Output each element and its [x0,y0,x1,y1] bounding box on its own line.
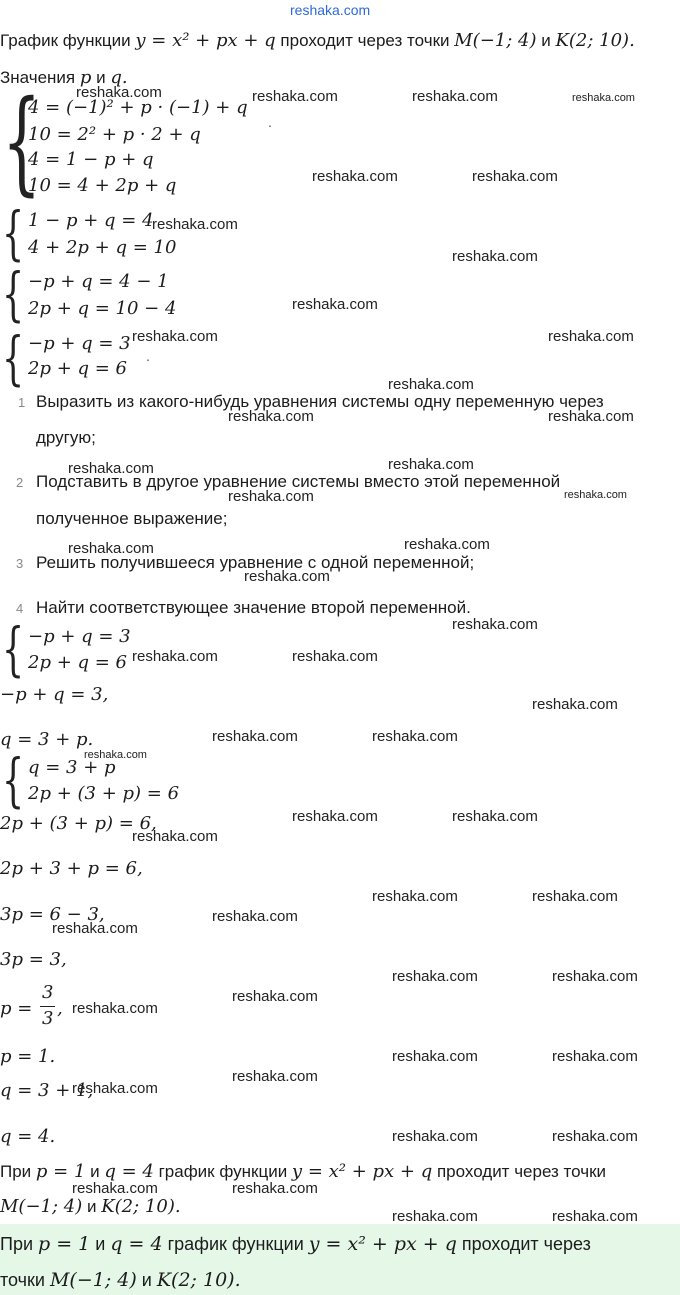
point-m: M(−1; 4) [454,30,537,51]
watermark: reshaka.com [472,168,558,185]
solution-line: 3p = 3, [0,949,67,970]
answer-text-4: точки [0,1270,50,1290]
system-7-eq-1: q = 3 + p [28,757,116,778]
watermark: reshaka.com [548,408,634,425]
var-q: q. [110,67,128,88]
watermark: reshaka.com [72,1180,158,1197]
step-number: 1 [18,395,26,410]
step-text-cont: полученное выражение; [36,509,228,528]
watermark: reshaka.com [532,696,618,713]
system-2-eq-2: 10 = 4 + 2p + q [28,175,177,196]
conclusion-func: y = x² + px + q [291,1161,433,1182]
conclusion-text-2: график функции [153,1162,292,1181]
system-6-eq-2: 2p + q = 6 [28,652,127,673]
solution-line: 2p + 3 + p = 6, [0,858,143,879]
solution-line: 3p = 6 − 3, [0,904,105,925]
system-brace: { [2,615,25,683]
watermark: reshaka.com [452,616,538,633]
watermark: reshaka.com [388,456,474,473]
watermark: reshaka.com [132,648,218,665]
system-brace: { [2,199,25,267]
answer-and: и [90,1234,111,1254]
watermark: reshaka.com [552,1208,638,1225]
var-p: p [79,67,92,88]
watermark: reshaka.com [132,328,218,345]
system-3-eq-2: 4 + 2p + q = 10 [28,237,177,258]
fraction-numerator: 3 [42,982,54,1003]
conclusion-text: При [0,1162,36,1181]
watermark: reshaka.com [132,828,218,845]
site-header-link[interactable]: reshaka.com [290,2,371,18]
watermark: reshaka.com [548,328,634,345]
watermark: reshaka.com [212,908,298,925]
step-text: Подставить в другое уравнение системы вместо этой переменной [36,472,561,491]
watermark: reshaka.com [292,296,378,313]
watermark: reshaka.com [84,749,147,761]
conclusion-text-3: проходит через точки [432,1162,607,1181]
function-formula: y = x² + px + q [135,30,276,51]
watermark: reshaka.com [372,888,458,905]
watermark: reshaka.com [72,1000,158,1017]
watermark: reshaka.com [552,968,638,985]
watermark: reshaka.com [232,988,318,1005]
conclusion-point-k: K(2; 10). [101,1196,181,1217]
step-number: 4 [16,601,24,616]
watermark: reshaka.com [392,1128,478,1145]
system-7-eq-2: 2p + (3 + p) = 6 [28,783,180,804]
intro-text-2: проходит через точки [275,31,455,50]
system-brace: { [2,746,25,814]
step-text: Решить получившееся уравнение с одной переменной; [36,553,475,572]
intro-and: и [536,31,556,50]
fraction-comma: , [57,998,63,1019]
watermark: reshaka.com [292,808,378,825]
answer-and-2: и [136,1270,157,1290]
values-and: и [91,68,111,87]
watermark: reshaka.com [52,920,138,937]
dot-mark: . [146,348,150,364]
solution-line: q = 3 + 1, [0,1080,94,1101]
dot-mark: . [268,114,272,130]
watermark: reshaka.com [404,536,490,553]
watermark: reshaka.com [68,540,154,557]
system-1-eq-1: 4 = (−1)² + p · (−1) + q [28,97,248,118]
watermark: reshaka.com [392,1048,478,1065]
solution-line: −p + q = 3, [0,684,109,705]
system-brace: { [2,324,25,392]
watermark: reshaka.com [212,728,298,745]
system-5-eq-2: 2p + q = 6 [28,358,127,379]
solution-line: 2p + (3 + p) = 6, [0,813,157,834]
watermark: reshaka.com [412,88,498,105]
answer-text-3: проходит через [456,1234,591,1254]
step-text-cont: другую; [36,428,96,447]
watermark: reshaka.com [552,1048,638,1065]
fraction-bar [40,1006,55,1007]
watermark: reshaka.com [572,92,635,104]
conclusion-p: p = 1 [35,1161,86,1182]
watermark: reshaka.com [452,248,538,265]
answer-p: p = 1 [38,1233,91,1255]
fraction-denominator: 3 [42,1008,54,1029]
watermark: reshaka.com [392,968,478,985]
watermark: reshaka.com [152,216,238,233]
system-1-eq-2: 10 = 2² + p · 2 + q [28,124,201,145]
system-4-eq-2: 2p + q = 10 − 4 [28,298,177,319]
system-2-eq-1: 4 = 1 − p + q [28,149,154,170]
watermark: reshaka.com [232,1180,318,1197]
system-6-eq-1: −p + q = 3 [28,626,131,647]
answer-line-2 [0,1269,241,1291]
watermark: reshaka.com [292,648,378,665]
watermark: reshaka.com [244,568,330,585]
answer-point-k: K(2; 10). [156,1269,241,1291]
step-number: 2 [16,475,24,490]
solution-line: q = 3 + p. [0,729,94,750]
watermark: reshaka.com [228,408,314,425]
problem-statement [0,30,635,51]
point-k: K(2; 10). [555,30,635,51]
step-number: 3 [16,556,24,571]
watermark: reshaka.com [452,808,538,825]
step-text: Найти соответствующее значение второй переменной. [36,598,471,617]
conclusion-and: и [85,1162,105,1181]
conclusion-q: q = 4 [104,1161,154,1182]
conclusion-and-2: и [82,1197,102,1216]
fraction-lhs: p = [0,998,33,1019]
system-5-eq-1: −p + q = 3 [28,333,131,354]
solution-line: p = 1. [0,1046,56,1067]
answer-q: q = 4 [110,1233,163,1255]
conclusion-point-m: M(−1; 4) [0,1196,83,1217]
values-text: Значения [0,68,80,87]
watermark: reshaka.com [532,888,618,905]
intro-text: График функции [0,31,136,50]
watermark: reshaka.com [388,376,474,393]
system-3-eq-1: 1 − p + q = 4 [28,210,154,231]
watermark: reshaka.com [228,488,314,505]
watermark: reshaka.com [232,1068,318,1085]
answer-text: При [0,1234,39,1254]
step-text: Выразить из какого-нибудь уравнения системы одну переменную через [36,392,604,411]
watermark: reshaka.com [392,1208,478,1225]
system-brace: { [2,260,25,328]
answer-func: y = x² + px + q [308,1233,457,1255]
solution-line: q = 4. [0,1126,56,1147]
watermark: reshaka.com [252,88,338,105]
watermark: reshaka.com [68,460,154,477]
watermark: reshaka.com [72,1080,158,1097]
watermark: reshaka.com [372,728,458,745]
conclusion-line-2 [0,1196,181,1217]
watermark: reshaka.com [312,168,398,185]
conclusion-line-1 [0,1161,606,1182]
answer-line-1 [0,1233,591,1255]
answer-point-m: M(−1; 4) [49,1269,137,1291]
system-4-eq-1: −p + q = 4 − 1 [28,271,169,292]
answer-text-2: график функции [162,1234,309,1254]
system-brace: { [2,77,42,207]
watermark: reshaka.com [564,489,627,501]
watermark: reshaka.com [552,1128,638,1145]
watermark: reshaka.com [76,84,162,101]
